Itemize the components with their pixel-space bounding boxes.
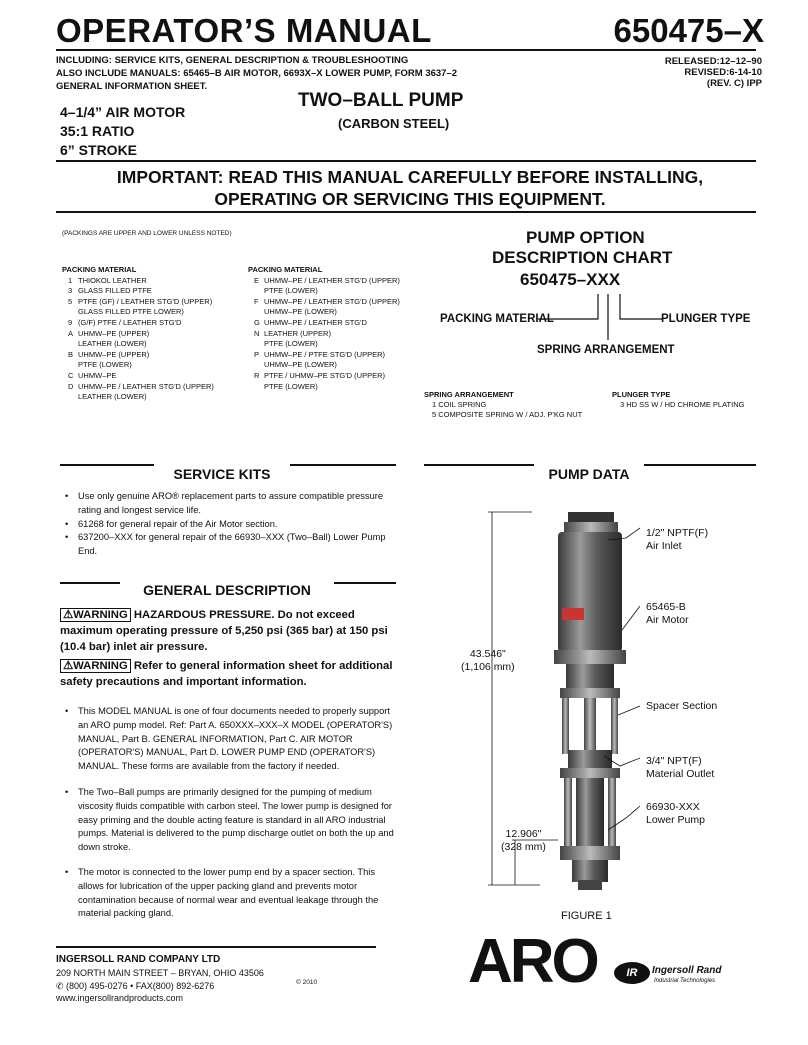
packing-code	[248, 286, 264, 297]
ingersoll-rand-name: Ingersoll Rand	[652, 965, 722, 976]
packing-description: UHMW–PE / LEATHER STG'D (UPPER)	[264, 275, 400, 285]
packing-code: R	[254, 370, 260, 380]
manual-title: OPERATOR’S MANUAL	[56, 12, 432, 49]
packing-description: GLASS FILLED PTFE	[78, 286, 152, 296]
important-top-rule	[56, 160, 756, 162]
packing-item	[248, 276, 448, 287]
packing-item	[248, 329, 448, 340]
overall-height-dimension: 43.546" (1,106 mm)	[461, 648, 515, 673]
packing-description: UHMW–PE (LOWER)	[264, 360, 337, 370]
pump-material: (CARBON STEEL)	[338, 116, 450, 131]
spacer-section-callout: Spacer Section	[646, 700, 718, 712]
packing-item	[62, 318, 252, 329]
warning-label: ⚠WARNING	[60, 659, 131, 673]
packing-description: UHMW–PE	[78, 370, 117, 380]
packing-item	[248, 286, 448, 297]
important-notice: IMPORTANT: READ THIS MANUAL CAREFULLY BEFORE INSTALLING, OPERATING OR SERVICING THIS EQUIPMENT.	[116, 167, 704, 209]
released-date: RELEASED:12–12–90	[664, 56, 762, 67]
general-rule-left	[60, 582, 120, 584]
packing-description: THIOKOL LEATHER	[78, 275, 147, 285]
packing-item	[248, 360, 448, 371]
air-motor-callout: 65465-B Air Motor	[646, 601, 689, 626]
packing-code	[62, 339, 78, 350]
packing-description: LEATHER (LOWER)	[78, 392, 147, 402]
list-item: • Use only genuine ARO® replacement parts to assure compatible pressure rating and longest service life.	[65, 491, 384, 515]
packing-code: G	[254, 317, 260, 327]
packing-item	[62, 286, 252, 297]
packing-description: UHMW–PE / LEATHER STG'D (UPPER)	[264, 296, 400, 306]
model-number: 650475–X	[613, 12, 764, 49]
packing-code: D	[68, 381, 74, 391]
packing-code: A	[68, 328, 74, 338]
header-rule	[56, 49, 756, 51]
packing-code	[248, 382, 264, 393]
packing-item	[62, 371, 252, 382]
packing-code	[248, 307, 264, 318]
packing-code: F	[254, 296, 259, 306]
plunger-list: PLUNGER TYPE 3 HD SS W / HD CHROME PLATING	[612, 390, 745, 409]
packing-code: 1	[68, 275, 73, 285]
packing-item	[62, 276, 252, 287]
packing-description: PTFE (LOWER)	[264, 286, 318, 296]
ingersoll-rand-division: Industrial Technologies	[654, 978, 716, 984]
company-name: INGERSOLL RAND COMPANY LTD	[56, 954, 221, 965]
packing-item	[62, 297, 252, 308]
website-link[interactable]: www.ingersollrandproducts.com	[56, 993, 184, 1003]
service-kits-rule-left	[60, 464, 154, 466]
packing-code: P	[254, 349, 260, 359]
packing-item	[248, 307, 448, 318]
list-item: • The motor is connected to the lower pump end by a spacer section. This allows for lubrication of the upper packing gland and prevents motor contamination because of normal wear and eventual leakage through the material packing gland.	[65, 867, 379, 919]
packing-item	[62, 360, 252, 371]
packing-description: UHMW–PE (UPPER)	[78, 349, 150, 359]
material-outlet-callout: 3/4" NPT(F) Material Outlet	[646, 755, 715, 780]
air-inlet-callout: 1/2" NPTF(F) Air Inlet	[646, 527, 709, 552]
packing-description: UHMW–PE / LEATHER STG'D	[264, 317, 367, 327]
packing-code	[248, 360, 264, 371]
packing-description: LEATHER (LOWER)	[78, 339, 147, 349]
packing-code: 3	[68, 286, 73, 296]
packing-list-2	[248, 265, 448, 392]
figure-caption: FIGURE 1	[561, 910, 612, 922]
packing-code	[62, 360, 78, 371]
including-manuals: INCLUDING: SERVICE KITS, GENERAL DESCRIPTION & TROUBLESHOOTING ALSO INCLUDE MANUALS: 65465–B AIR MOTOR, 6693X–X LOWER PUMP, FORM 3637–2 GENERAL INFORMATION SHEET.	[56, 55, 458, 92]
packing-code	[248, 339, 264, 350]
pump-name: TWO–BALL PUMP	[298, 90, 464, 111]
option-chart-subtitle: DESCRIPTION CHART	[492, 248, 673, 267]
release-info	[665, 56, 762, 89]
packing-code: 9	[68, 317, 73, 327]
packing-description: UHMW–PE (UPPER)	[78, 328, 150, 338]
packing-item	[62, 307, 252, 318]
packing-description: GLASS FILLED PTFE LOWER)	[78, 307, 184, 317]
packing-item	[62, 382, 252, 393]
packing-item	[248, 297, 448, 308]
option-chart-title: PUMP OPTION	[526, 228, 645, 247]
packing-code	[62, 392, 78, 403]
pump-data-heading: PUMP DATA	[548, 466, 630, 482]
warning-safety: ⚠WARNING Refer to general information sheet for additional safety precautions and important information.	[60, 660, 393, 688]
packing-code	[62, 307, 78, 318]
option-chart-code: 650475–XXX	[520, 270, 621, 289]
packing-description: PTFE (LOWER)	[264, 381, 318, 391]
packing-list-1	[62, 265, 252, 403]
list-item: • 61268 for general repair of the Air Motor section.	[65, 519, 278, 529]
packing-description: PTFE (LOWER)	[264, 339, 318, 349]
lower-pump-callout: 66930-XXX Lower Pump	[646, 801, 705, 826]
packing-item	[62, 329, 252, 340]
warning-label: ⚠WARNING	[60, 608, 131, 622]
pump-data-rule-left	[424, 464, 534, 466]
aro-badge: ARO	[522, 612, 534, 618]
packing-item	[62, 350, 252, 361]
list-item: • This MODEL MANUAL is one of four documents needed to properly support an ARO pump model. Ref: Part A. 650XXX–XXX–X MODEL (OPERATOR'S) MANUAL, Part B. GENERAL INFORMATION, Part C. AIR MOTOR (OPERATOR'S) MANUAL, Part D. LOWER PUMP END (OPERATOR'S) MANUAL. These forms are available from the factory if needed.	[65, 706, 393, 772]
list-item: • 637200–XXX for general repair of the 66930–XXX (Two–Ball) Lower Pump End.	[65, 532, 386, 556]
copyright: © 2010	[296, 979, 318, 986]
packing-code: N	[254, 328, 260, 338]
service-kits-rule-right	[290, 464, 396, 466]
spring-list: SPRING ARRANGEMENT 1 COIL SPRING 5 COMPOSITE SPRING W / ADJ. P'KG NUT	[424, 390, 583, 419]
general-rule-right	[334, 582, 396, 584]
packing-description: PTFE / UHMW–PE STG'D (UPPER)	[264, 370, 386, 380]
packing-item	[62, 392, 252, 403]
packing-item	[248, 318, 448, 329]
packing-heading: PACKING MATERIAL	[62, 265, 137, 274]
spring-arrangement-label: SPRING ARRANGEMENT	[537, 344, 675, 356]
packing-item	[248, 371, 448, 382]
list-item: • The Two–Ball pumps are primarily designed for the pumping of medium viscosity fluids compatible with carbon steel. The lower pump is designed for easy priming and the double acting feature is standard in all ARO industrial pumps. Material is delivered to the pump discharge outlet on both the up and down stroke.	[65, 787, 394, 853]
plunger-type-label: PLUNGER TYPE	[661, 313, 751, 325]
packing-item	[62, 339, 252, 350]
packing-code: E	[254, 275, 260, 285]
packing-description: PTFE (GF) / LEATHER STG'D (UPPER)	[78, 296, 213, 306]
service-kits-heading: SERVICE KITS	[173, 466, 271, 482]
packing-code: C	[68, 370, 74, 380]
aro-logo: ARO	[468, 927, 597, 996]
warning-pressure: ⚠WARNING HAZARDOUS PRESSURE. Do not exceed maximum operating pressure of 5,250 psi (365 bar) at 150 psi (10.4 bar) inlet air pressure.	[60, 609, 388, 653]
general-description-heading: GENERAL DESCRIPTION	[143, 582, 311, 598]
packing-material-label: PACKING MATERIAL	[440, 313, 554, 325]
revised-date: REVISED:6-14-10	[684, 67, 762, 78]
packing-description: PTFE (LOWER)	[78, 360, 132, 370]
packing-description: UHMW–PE (LOWER)	[264, 307, 337, 317]
footer-rule	[56, 946, 376, 948]
packing-note: (PACKINGS ARE UPPER AND LOWER UNLESS NOTED)	[62, 230, 232, 237]
packing-description: (G/F) PTFE / LEATHER STG'D	[78, 317, 182, 327]
phone-icon: ✆	[56, 980, 67, 991]
packing-description: UHMW–PE / LEATHER STG'D (UPPER)	[78, 381, 214, 391]
revision: (REV. C) IPP	[706, 78, 762, 89]
packing-description: UHMW–PE / PTFE STG'D (UPPER)	[264, 349, 386, 359]
packing-item	[248, 339, 448, 350]
packing-description: LEATHER (UPPER)	[264, 328, 331, 338]
company-address: 209 NORTH MAIN STREET – BRYAN, OHIO 43506 ✆ (800) 495-0276 • FAX(800) 892-6276 www.ingersollrandproducts.com	[56, 968, 264, 1003]
lower-pump-dimension: 12.906" (328 mm)	[501, 828, 546, 853]
packing-item	[248, 382, 448, 393]
ingersoll-rand-logo-icon: IR	[614, 962, 650, 984]
pump-data-rule-right	[644, 464, 756, 466]
packing-code: B	[68, 349, 74, 359]
packing-code: 5	[68, 296, 73, 306]
motor-specs: 4–1/4” AIR MOTOR 35:1 RATIO 6” STROKE	[60, 104, 186, 158]
important-bottom-rule	[56, 211, 756, 213]
packing-item	[248, 350, 448, 361]
packing-heading: PACKING MATERIAL	[248, 265, 323, 274]
